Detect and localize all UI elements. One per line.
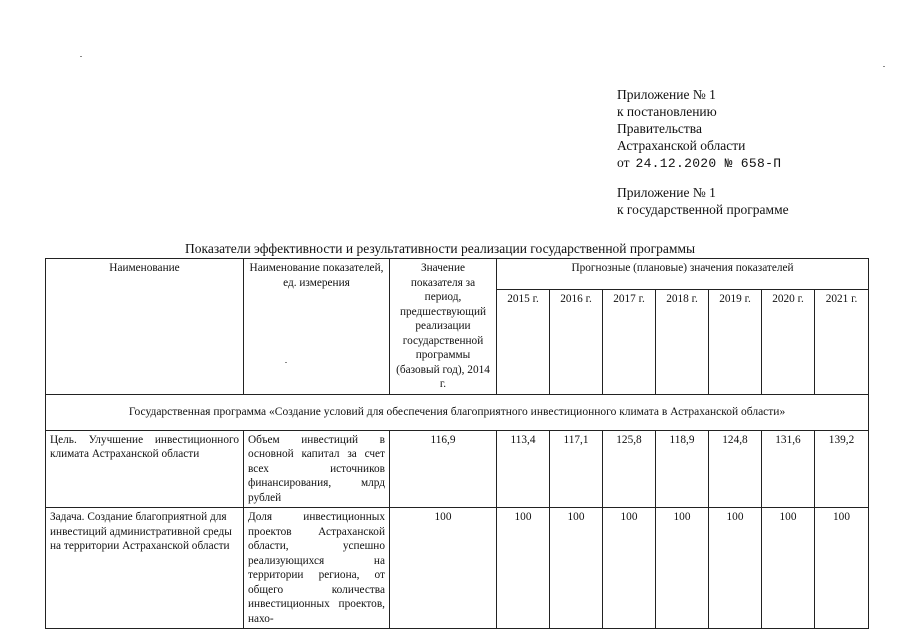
date-prefix: от bbox=[617, 155, 630, 170]
row-value: 100 bbox=[762, 508, 815, 629]
program-row: Государственная программа «Создание условий для обеспечения благоприятного инвестиционного климата в Астраханской области» bbox=[46, 394, 869, 430]
appendix-header bbox=[617, 86, 789, 218]
header-forecast: Прогнозные (плановые) значения показателей bbox=[497, 259, 869, 290]
row-value: 118,9 bbox=[656, 430, 709, 508]
header-year: 2015 г. bbox=[497, 290, 550, 394]
row-value: 100 bbox=[815, 508, 869, 629]
row-indicator: Доля инвестиционных проектов Астраханской области, успешно реализующихся на территории региона, от общего количества инвестиционных проектов, нахо- bbox=[244, 508, 390, 629]
row-name: Задача. Создание благоприятной для инвестиций административной среды на территории Астраханской области bbox=[46, 508, 244, 629]
row-value: 100 bbox=[656, 508, 709, 629]
appendix-line: к постановлению bbox=[617, 104, 717, 119]
appendix-line: Астраханской области bbox=[617, 138, 746, 153]
row-indicator: Объем инвестиций в основной капитал за счет всех источников финансирования, млрд рублей bbox=[244, 430, 390, 508]
indicators-table bbox=[45, 258, 869, 629]
scan-speck bbox=[285, 362, 287, 363]
row-value: 100 bbox=[550, 508, 603, 629]
header-name: Наименование bbox=[46, 259, 244, 395]
table-row bbox=[46, 508, 869, 629]
row-value: 139,2 bbox=[815, 430, 869, 508]
header-year: 2019 г. bbox=[709, 290, 762, 394]
header-year: 2017 г. bbox=[603, 290, 656, 394]
header-indicator: Наименование показателей, ед. измерения bbox=[244, 259, 390, 395]
table-title: Показатели эффективности и результативности реализации государственной программы bbox=[185, 241, 696, 256]
appendix-date-line bbox=[617, 154, 789, 172]
table-row bbox=[46, 430, 869, 508]
row-value: 125,8 bbox=[603, 430, 656, 508]
row-value: 100 bbox=[709, 508, 762, 629]
row-name: Цель. Улучшение инвестиционного климата Астраханской области bbox=[46, 430, 244, 508]
appendix-line: Приложение № 1 bbox=[617, 185, 716, 200]
header-year: 2016 г. bbox=[550, 290, 603, 394]
header-year: 2018 г. bbox=[656, 290, 709, 394]
row-value: 131,6 bbox=[762, 430, 815, 508]
appendix-line: Приложение № 1 bbox=[617, 87, 716, 102]
header-base-value: Значение показателя за период, предшествующий реализации государственной программы (базовый год), 2014 г. bbox=[390, 259, 497, 395]
row-value: 100 bbox=[497, 508, 550, 629]
row-base-value: 116,9 bbox=[390, 430, 497, 508]
row-value: 100 bbox=[603, 508, 656, 629]
appendix-line: к государственной программе bbox=[617, 202, 789, 217]
scan-speck bbox=[883, 66, 885, 67]
row-value: 117,1 bbox=[550, 430, 603, 508]
appendix-line: Правительства bbox=[617, 121, 702, 136]
row-value: 113,4 bbox=[497, 430, 550, 508]
scan-speck bbox=[80, 56, 82, 57]
row-value: 124,8 bbox=[709, 430, 762, 508]
header-year: 2021 г. bbox=[815, 290, 869, 394]
header-year: 2020 г. bbox=[762, 290, 815, 394]
row-base-value: 100 bbox=[390, 508, 497, 629]
date-stamp: 24.12.2020 № 658-П bbox=[635, 156, 782, 171]
